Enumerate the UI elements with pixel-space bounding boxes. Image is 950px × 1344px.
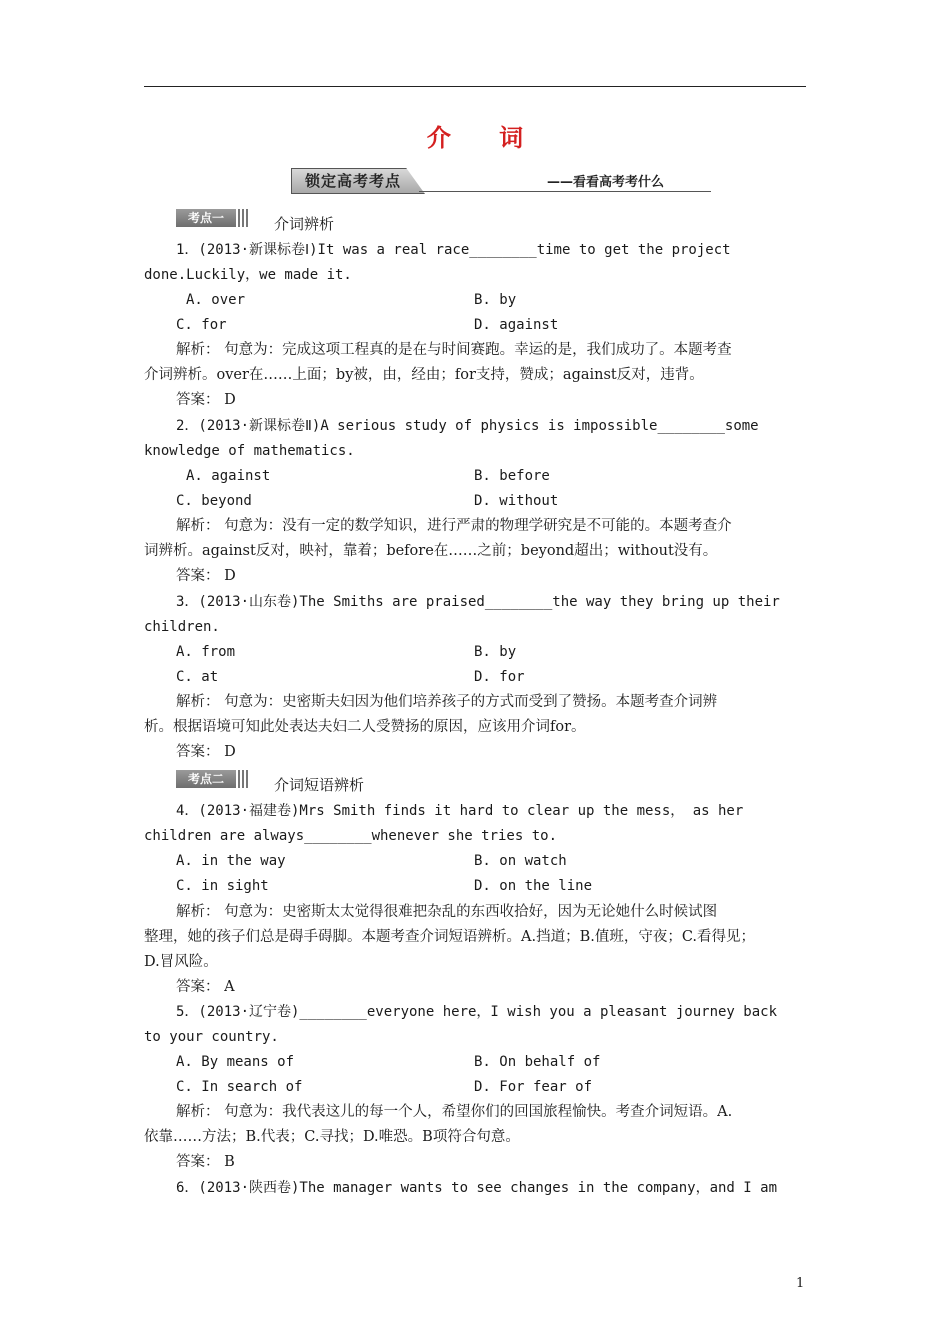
option: D. For fear of xyxy=(474,1079,593,1095)
section-banner xyxy=(291,166,721,196)
option: C. at xyxy=(176,669,219,685)
option: B. by xyxy=(474,644,517,660)
question-text: 3．(2013·山东卷)The Smiths are praised________the way they bring up their xyxy=(176,594,780,610)
option: C. In search of xyxy=(176,1079,303,1095)
explanation: 依靠……方法；B.代表；C.寻找；D.唯恐。B项符合句意。 xyxy=(144,1129,520,1145)
question-text: children. xyxy=(144,619,220,635)
answer: 答案： D xyxy=(176,568,236,584)
option: B. on watch xyxy=(474,853,567,869)
question-text: children are always________whenever she tries to. xyxy=(144,828,558,844)
section-label: 介词短语辨析 xyxy=(274,776,365,794)
option: C. for xyxy=(176,317,227,333)
page-title: 介 词 xyxy=(426,123,544,152)
tag-bars-icon xyxy=(238,770,248,788)
answer: 答案： D xyxy=(176,392,236,408)
option: B. by xyxy=(474,292,517,308)
section-tag: 考点二 xyxy=(176,770,236,788)
option: A. from xyxy=(176,644,236,660)
question-text: 6．(2013·陕西卷)The manager wants to see changes in the company，and I am xyxy=(176,1180,778,1196)
explanation: 解析： 句意为：没有一定的数学知识，进行严肃的物理学研究是不可能的。本题考查介 xyxy=(176,518,732,534)
top-rule xyxy=(144,86,806,87)
explanation: 析。根据语境可知此处表达夫妇二人受赞扬的原因，应该用介词for。 xyxy=(144,719,586,735)
question-text: done.Luckily，we made it. xyxy=(144,267,352,283)
option: D. on the line xyxy=(474,878,593,894)
question-text: 5．(2013·辽宁卷)________everyone here，I wish you a pleasant journey back xyxy=(176,1004,778,1020)
answer: 答案： D xyxy=(176,744,236,760)
banner-line xyxy=(419,191,711,192)
section-tag: 考点一 xyxy=(176,209,236,227)
section-label: 介词辨析 xyxy=(274,215,335,233)
explanation: 解析： 句意为：史密斯夫妇因为他们培养孩子的方式而受到了赞扬。本题考查介词辨 xyxy=(176,694,718,710)
banner-tab-text: 锁定高考考点 xyxy=(305,172,402,190)
explanation: 解析： 句意为：完成这项工程真的是在与时间赛跑。幸运的是，我们成功了。本题考查 xyxy=(176,342,732,358)
option: C. in sight xyxy=(176,878,269,894)
option: A. against xyxy=(186,468,271,484)
option: A. in the way xyxy=(176,853,286,869)
question-text: knowledge of mathematics. xyxy=(144,443,355,459)
option: D. without xyxy=(474,493,559,509)
explanation: 整理，她的孩子们总是碍手碍脚。本题考查介词短语辨析。A.挡道；B.值班，守夜；C.看得见； xyxy=(144,929,756,945)
explanation: 解析： 句意为：我代表这儿的每一个人，希望你们的回国旅程愉快。考查介词短语。A. xyxy=(176,1104,733,1120)
question-text: 4．(2013·福建卷)Mrs Smith finds it hard to clear up the mess， as her xyxy=(176,803,744,819)
question-text: to your country. xyxy=(144,1029,279,1045)
option: D. for xyxy=(474,669,525,685)
explanation: D.冒风险。 xyxy=(144,954,218,970)
explanation: 解析： 句意为：史密斯太太觉得很难把杂乱的东西收拾好，因为无论她什么时候试图 xyxy=(176,904,718,920)
question-text: 1．(2013·新课标卷Ⅰ)It was a real race________time to get the project xyxy=(176,242,731,258)
explanation: 介词辨析。over在……上面；by被，由，经由；for支持，赞成；against反对，违背。 xyxy=(144,367,704,383)
question-text: 2．(2013·新课标卷Ⅱ)A serious study of physics is impossible________some xyxy=(176,418,759,434)
answer: 答案： A xyxy=(176,979,235,995)
option: B. On behalf of xyxy=(474,1054,601,1070)
tag-bars-icon xyxy=(238,209,248,227)
option: B. before xyxy=(474,468,550,484)
page-number: 1 xyxy=(796,1276,805,1291)
option: D. against xyxy=(474,317,559,333)
explanation: 词辨析。against反对，映衬，靠着；before在……之前；beyond超出；without没有。 xyxy=(144,543,718,559)
answer: 答案： B xyxy=(176,1154,235,1170)
banner-subtitle: ——看看高考考什么 xyxy=(547,175,665,190)
option: A. By means of xyxy=(176,1054,295,1070)
option: A. over xyxy=(186,292,246,308)
option: C. beyond xyxy=(176,493,252,509)
